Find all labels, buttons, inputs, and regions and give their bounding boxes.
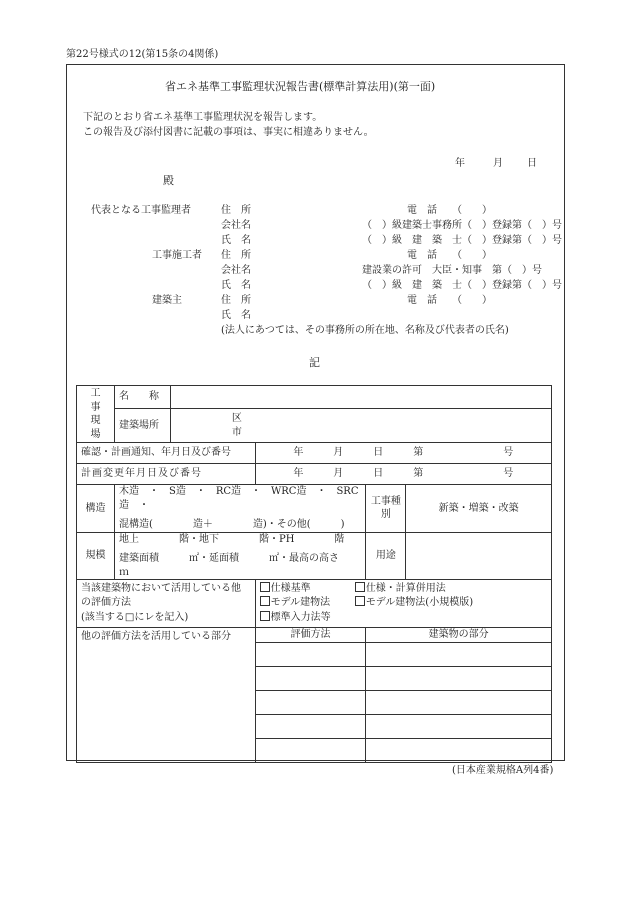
- supervisor-company-label: 会社名: [221, 220, 251, 231]
- owner-name-label: 氏 名: [221, 310, 251, 321]
- use-value[interactable]: [406, 532, 552, 580]
- contractor-label: 工事施工者: [152, 250, 202, 261]
- work-type-value[interactable]: 新築・増築・改築: [406, 485, 552, 533]
- col-method-header: 評価方法: [255, 628, 366, 643]
- site-location-value[interactable]: [170, 409, 551, 443]
- part-cell[interactable]: [366, 642, 552, 666]
- structure-line-1: 木造 ・ S造 ・ RC造 ・ WRC造 ・ SRC造 ・: [118, 486, 359, 511]
- checkbox-icon[interactable]: [260, 611, 270, 621]
- supervisor-name-label: 氏 名: [221, 235, 251, 246]
- ward-label: 区: [231, 412, 242, 424]
- eval-option-model[interactable]: モデル建物法: [260, 596, 352, 611]
- confirm-label: 確認・計画通知、年月日及び番号: [77, 443, 256, 464]
- method-cell[interactable]: [255, 738, 366, 762]
- method-cell[interactable]: [255, 714, 366, 738]
- part-cell[interactable]: [366, 690, 552, 714]
- contractor-address-label: 住 所: [221, 250, 251, 261]
- checkbox-icon[interactable]: [355, 596, 365, 606]
- supervisor-office-reg: （ ）級建築士事務所（ ）登録第（ ）号: [362, 220, 562, 231]
- part-cell[interactable]: [366, 666, 552, 690]
- checkbox-icon[interactable]: [355, 582, 365, 592]
- owner-note: (法人にあつては、その事務所の所在地、名称及び代表者の氏名): [221, 325, 509, 336]
- site-name-value[interactable]: [170, 386, 551, 409]
- eval-option-spec-calc[interactable]: 仕様・計算併用法: [355, 583, 446, 594]
- contractor-phone: 電 話 （ ）: [407, 250, 492, 261]
- supervisor-address-label: 住 所: [221, 205, 251, 216]
- method-cell[interactable]: [255, 642, 366, 666]
- part-cell[interactable]: [366, 738, 552, 762]
- checkbox-icon[interactable]: [260, 596, 270, 606]
- report-table: [76, 385, 552, 763]
- eval-option-spec[interactable]: 仕様基準: [260, 582, 352, 597]
- contractor-name-label: 氏 名: [221, 280, 251, 291]
- scale-values[interactable]: [114, 532, 365, 580]
- other-method-label: 他の評価方法を活用している部分: [77, 628, 256, 763]
- site-label: 工 事 現 場: [77, 386, 115, 443]
- scale-line-2: 建築面積 ㎡・延面積 ㎡・最高の高さ ｍ: [118, 553, 359, 578]
- site-location-label: 建築場所: [114, 409, 170, 443]
- structure-line-2: 混構造( 造＋ 造)・その他( ): [118, 519, 345, 530]
- supervisor-architect-reg: （ ）級 建 築 士（ ）登録第（ ）号: [362, 235, 562, 246]
- page-title: 省エネ基準工事監理状況報告書(標準計算法用)(第一面): [165, 80, 436, 93]
- date-year: 年: [455, 158, 465, 169]
- supervisor-phone: 電 話 （ ）: [407, 205, 492, 216]
- part-cell[interactable]: [366, 714, 552, 738]
- work-type-label: 工事種別: [366, 485, 406, 533]
- owner-address-label: 住 所: [221, 295, 251, 306]
- eval-options[interactable]: [255, 580, 551, 628]
- contractor-permit: 建設業の許可 大臣・知事 第（ ）号: [362, 265, 542, 276]
- eval-option-model-small[interactable]: モデル建物法(小規模版): [355, 597, 473, 608]
- city-label: 市: [231, 426, 242, 438]
- contractor-architect-reg: （ ）級 建 築 士（ ）登録第（ ）号: [362, 280, 562, 291]
- intro-line-2: この報告及び添付図書に記載の事項は、事実に相違ありません。: [83, 127, 374, 138]
- ki-heading: 記: [309, 356, 320, 369]
- method-cell[interactable]: [255, 690, 366, 714]
- col-part-header: 建築物の部分: [366, 628, 552, 643]
- owner-phone: 電 話 （ ）: [407, 295, 492, 306]
- contractor-company-label: 会社名: [221, 265, 251, 276]
- scale-label: 規模: [77, 532, 115, 580]
- scale-line-1: 地上 階・地下 階・PH 階: [118, 533, 345, 545]
- owner-label: 建築主: [152, 295, 182, 306]
- eval-option-standard-input[interactable]: 標準入力法等: [260, 612, 331, 623]
- change-label: 計画変更年月日及び番号: [77, 464, 256, 485]
- change-value[interactable]: 年 月 日 第 号: [255, 464, 551, 485]
- checkbox-icon[interactable]: [260, 582, 270, 592]
- form-number: 第22号様式の12(第15条の4関係): [66, 49, 219, 60]
- confirm-value[interactable]: 年 月 日 第 号: [255, 443, 551, 464]
- structure-label: 構造: [77, 485, 115, 533]
- supervisor-label: 代表となる工事監理者: [91, 205, 191, 216]
- footer-note: (日本産業規格A列4番): [452, 765, 554, 776]
- eval-label: 当該建築物において活用している他の評価方法 (該当する□にレを記入): [77, 580, 256, 628]
- addressee: 殿: [163, 174, 174, 187]
- structure-options[interactable]: [114, 485, 365, 533]
- date-month: 月: [493, 158, 503, 169]
- use-label: 用途: [366, 532, 406, 580]
- site-name-label: 名 称: [114, 386, 170, 409]
- method-cell[interactable]: [255, 666, 366, 690]
- intro-line-1: 下記のとおり省エネ基準工事監理状況を報告します。: [83, 112, 323, 123]
- date-day: 日: [527, 158, 537, 169]
